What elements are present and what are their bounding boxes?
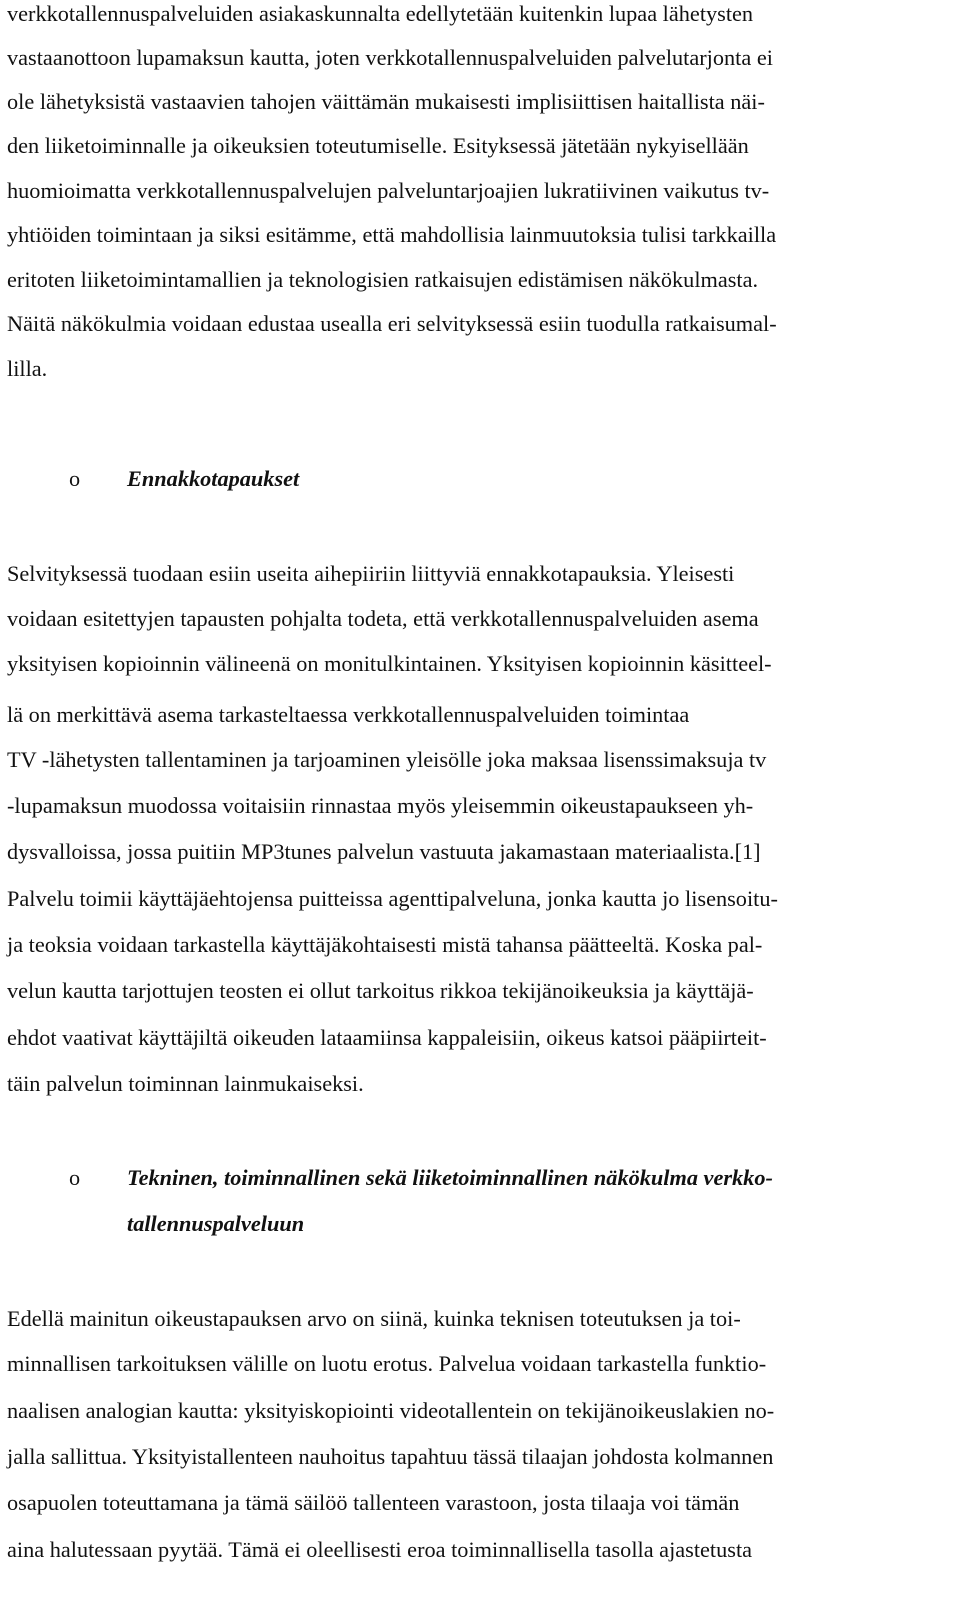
paragraph-2-line: voidaan esitettyjen tapausten pohjalta todeta, että verkkotallennuspalveluiden asema	[7, 606, 759, 631]
paragraph-2-line: ja teoksia voidaan tarkastella käyttäjäkohtaisesti mistä tahansa päätteeltä. Koska pal-	[7, 932, 763, 957]
paragraph-2-line: -lupamaksun muodossa voitaisiin rinnastaa myös yleisemmin oikeustapaukseen yh-	[7, 793, 754, 818]
section-heading: Tekninen, toiminnallinen sekä liiketoiminnallinen näkökulma verkko-	[127, 1165, 773, 1190]
paragraph-2-line: ehdot vaativat käyttäjiltä oikeuden lataamiinsa kappaleisiin, oikeus katsoi pääpiirteit-	[7, 1025, 767, 1050]
section-heading-continuation: tallennuspalveluun	[127, 1211, 305, 1236]
paragraph-1-line: verkkotallennuspalveluiden asiakaskunnalta edellytetään kuitenkin lupaa lähetysten	[7, 1, 754, 26]
paragraph-1-line: vastaanottoon lupamaksun kautta, joten verkkotallennuspalveluiden palvelutarjonta ei	[7, 45, 773, 70]
paragraph-2-line: velun kautta tarjottujen teosten ei ollut tarkoitus rikkoa tekijänoikeuksia ja käyttäjä-	[7, 978, 754, 1003]
paragraph-3-line: aina halutessaan pyytää. Tämä ei oleellisesti eroa toiminnallisella tasolla ajastetusta	[7, 1537, 753, 1562]
paragraph-1-line: huomioimatta verkkotallennuspalvelujen palveluntarjoajien lukratiivinen vaikutus tv-	[7, 178, 770, 203]
paragraph-3-line: naalisen analogian kautta: yksityiskopiointi videotallentein on tekijänoikeuslakien no-	[7, 1398, 775, 1423]
paragraph-2-line: Palvelu toimii käyttäjäehtojensa puitteissa agenttipalveluna, jonka kautta jo lisensoitu-	[7, 886, 778, 911]
paragraph-1-line: Näitä näkökulmia voidaan edustaa usealla eri selvityksessä esiin tuodulla ratkaisumal-	[7, 311, 777, 336]
section-heading: Ennakkotapaukset	[127, 466, 300, 491]
paragraph-3-line: osapuolen toteuttamana ja tämä säilöö tallenteen varastoon, josta tilaaja voi tämän	[7, 1490, 740, 1515]
paragraph-2-line: yksityisen kopioinnin välineenä on monitulkintainen. Yksityisen kopioinnin käsitteel-	[7, 651, 772, 676]
heading-bullet: o	[69, 1165, 81, 1190]
paragraph-1-line: den liiketoiminnalle ja oikeuksien toteutumiselle. Esityksessä jätetään nykyisellään	[7, 133, 749, 158]
heading-bullet: o	[69, 466, 81, 491]
paragraph-1-line: yhtiöiden toimintaan ja siksi esitämme, että mahdollisia lainmuutoksia tulisi tarkkailla	[7, 222, 777, 247]
paragraph-1-line: eritoten liiketoimintamallien ja teknologisien ratkaisujen edistämisen näkökulmasta.	[7, 267, 759, 292]
paragraph-3-line: minnallisen tarkoituksen välille on luotu erotus. Palvelua voidaan tarkastella funktio-	[7, 1351, 767, 1376]
paragraph-3-line: Edellä mainitun oikeustapauksen arvo on siinä, kuinka teknisen toteutuksen ja toi-	[7, 1306, 741, 1331]
paragraph-1-line: ole lähetyksistä vastaavien tahojen väittämän mukaisesti implisiittisen haitallista näi-	[7, 89, 765, 114]
paragraph-2-line: lä on merkittävä asema tarkasteltaessa verkkotallennuspalveluiden toimintaa	[7, 702, 690, 727]
paragraph-1-line: lilla.	[7, 356, 48, 381]
paragraph-2-line: dysvalloissa, jossa puitiin MP3tunes palvelun vastuuta jakamastaan materiaalista.[1]	[7, 839, 761, 864]
paragraph-2-line: täin palvelun toiminnan lainmukaiseksi.	[7, 1071, 364, 1096]
paragraph-2-line: TV -lähetysten tallentaminen ja tarjoaminen yleisölle joka maksaa lisenssimaksuja tv	[7, 747, 767, 772]
paragraph-2-line: Selvityksessä tuodaan esiin useita aihepiiriin liittyviä ennakkotapauksia. Yleisesti	[7, 561, 735, 586]
paragraph-3-line: jalla sallittua. Yksityistallenteen nauhoitus tapahtuu tässä tilaajan johdosta kolmannen	[7, 1444, 774, 1469]
